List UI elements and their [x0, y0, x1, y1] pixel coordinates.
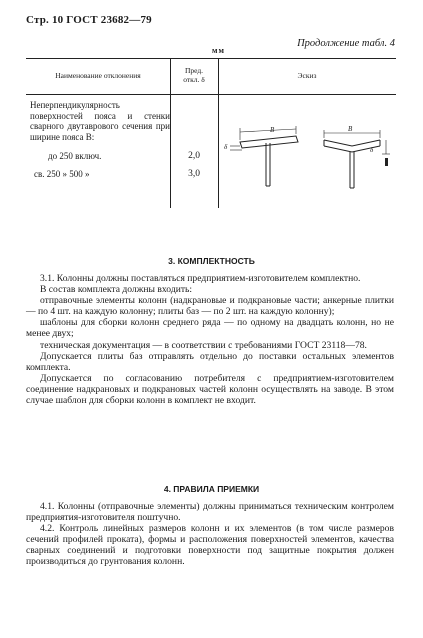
deviation-description: Неперпендикулярность поверхностей пояса и стенки сварного двутаврового сечения при ширине пояса B: — [30, 100, 170, 142]
sketch-label-width-right: B — [348, 125, 353, 133]
paragraph: 4.2. Контроль линейных размеров колонн и их элементов (в том числе размеров сечений профилей проката), формы и расположения поверхностей элементов, качества сварных соединений и подготовки поверхности под защитные покрытия должен производиться до грунтования колонн. — [26, 523, 394, 568]
paragraph: 4.1. Колонны (отправочные элементы) должны приниматься техническим контролем предприятия-изготовителя поштучно. — [26, 501, 394, 524]
column-header-deviation-2: откл. δ — [183, 75, 205, 84]
row-label: св. 250 » 500 » — [34, 169, 90, 179]
paragraph: Допускается по согласованию потребителя с предприятием-изготовителем соединение надкрановых и подкрановых частей колонн осуществлять на заводе. В этом случае шаблон для сборки колонн в комплект не входит. — [26, 372, 394, 407]
units-label: мм — [212, 46, 225, 55]
section-3-body — [26, 273, 394, 406]
section-4-body — [26, 501, 394, 568]
section-4-title: 4. ПРАВИЛА ПРИЕМКИ — [163, 484, 260, 494]
column-header-name: Наименование отклонения — [55, 71, 141, 80]
column-header-deviation-1: Пред. — [184, 66, 204, 75]
deviation-sketch — [220, 124, 396, 208]
paragraph: 3.1. Колонны должны поставляться предприятием-изготовителем комплектно. — [40, 273, 361, 284]
paragraph: Допускается плиты баз отправлять отдельно до поставки остальных элементов комплекта. — [26, 350, 394, 373]
table-continuation-label: Продолжение табл. 4 — [297, 38, 395, 49]
row-value: 3,0 — [188, 169, 200, 179]
sketch-label-width: B — [270, 126, 275, 134]
deviation-table — [26, 58, 396, 208]
page-header: Стр. 10 ГОСТ 23682—79 — [26, 14, 152, 26]
paragraph: шаблоны для сборки колонн среднего ряда — по одному на двадцать колонн, но не менее двух; — [26, 317, 394, 340]
row-label: до 250 включ. — [48, 151, 102, 161]
sketch-label-deviation-right: δ — [370, 146, 374, 154]
paragraph: В состав комплекта должны входить: — [40, 284, 193, 296]
paragraph: отправочные элементы колонн (надкрановые и подкрановые части; анкерные плитки — по 4 шт. на каждую колонну; плиты баз — по 2 шт. на каждую колонну); — [26, 295, 394, 318]
row-value: 2,0 — [188, 151, 200, 161]
section-3-title: 3. КОМПЛЕКТНОСТЬ — [168, 256, 255, 266]
sketch-label-deviation: δ — [224, 143, 228, 151]
paragraph: техническая документация — в соответствии с требованиями ГОСТ 23118—78. — [40, 339, 367, 351]
column-header-sketch: Эскиз — [297, 71, 317, 80]
